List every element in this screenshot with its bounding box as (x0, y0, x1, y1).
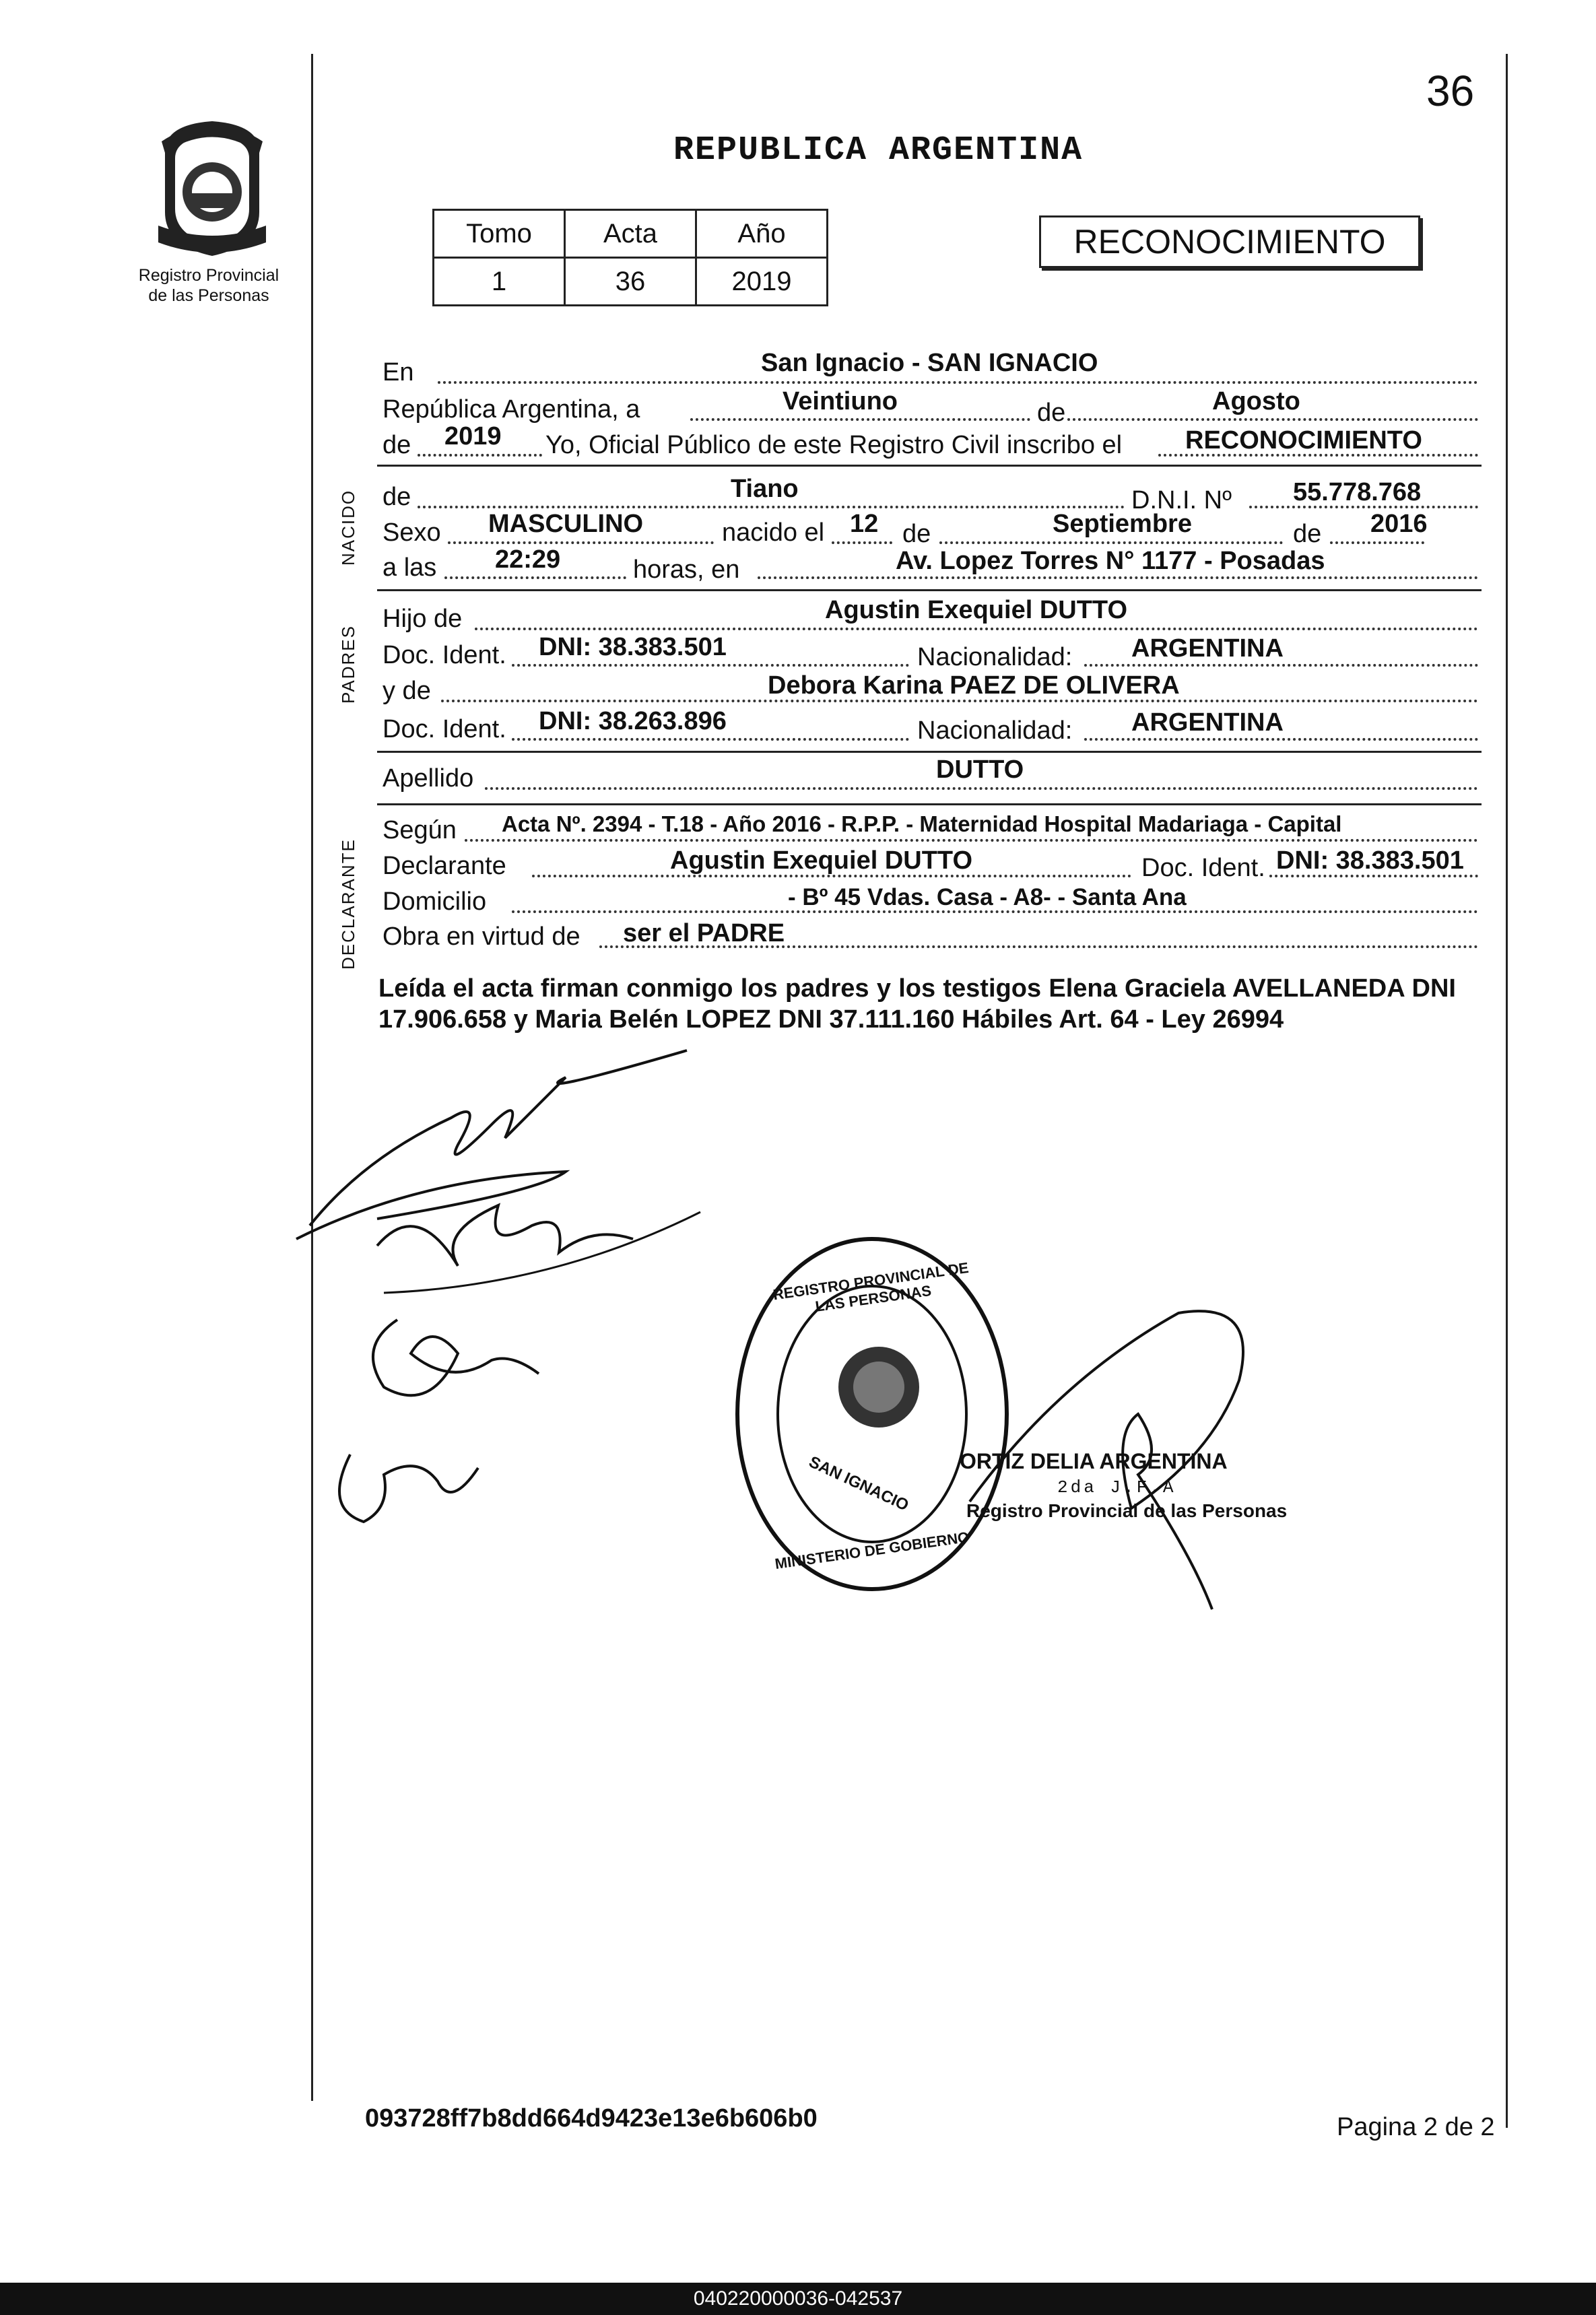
yde-label: y de (383, 677, 431, 705)
signatures (283, 1037, 754, 1562)
page-footer: Pagina 2 de 2 (1337, 2113, 1495, 2141)
doc3-label: Doc. Ident. (1141, 854, 1265, 882)
dotted-line (438, 378, 1478, 384)
logo-caption-1: Registro Provincial (138, 266, 279, 285)
table-header-anio: Año (696, 210, 828, 258)
obra-value: ser el PADRE (623, 919, 785, 947)
dni-value: 55.778.768 (1293, 478, 1422, 506)
sexo-label: Sexo (383, 518, 441, 547)
nacido-label: nacido el (722, 518, 825, 547)
side-label-nacido: NACIDO (338, 489, 358, 566)
padre-nac: ARGENTINA (1131, 634, 1284, 663)
nombre-value: Tiano (731, 475, 799, 503)
madre-value: Debora Karina PAEZ DE OLIVERA (768, 671, 1180, 700)
doc-label: Doc. Ident. (383, 641, 506, 669)
signature-3 (373, 1320, 539, 1395)
table-header-tomo: Tomo (434, 210, 565, 258)
dotted-line (418, 503, 1125, 508)
declarante-value: Agustin Exequiel DUTTO (670, 846, 973, 875)
side-label-padres: PADRES (338, 625, 358, 704)
obra-label: Obra en virtud de (383, 922, 580, 951)
signature-4 (339, 1454, 478, 1522)
nac-dia: 12 (850, 510, 879, 538)
apellido-label: Apellido (383, 764, 474, 793)
hash-code: 093728ff7b8dd664d9423e13e6b606b0 (365, 2104, 818, 2133)
dotted-line (465, 836, 1478, 842)
record-type-box (1039, 215, 1420, 268)
nac-label: Nacionalidad: (917, 643, 1073, 671)
stamp-center-text: SAN IGNACIO (806, 1452, 912, 1515)
republica-label: República Argentina, a (383, 395, 640, 424)
en-value: San Ignacio - SAN IGNACIO (761, 349, 1098, 377)
side-label-declarante: DECLARANTE (338, 838, 358, 970)
stamp-title-line: 2da J.F.A (1057, 1477, 1176, 1498)
signature-2 (377, 1205, 633, 1266)
dni-label: D.N.I. Nº (1131, 486, 1232, 514)
declarante-label: Declarante (383, 852, 506, 880)
logo-caption-2: de las Personas (148, 286, 269, 305)
anio-value: 2019 (444, 422, 502, 450)
lugar-value: Av. Lopez Torres N° 1177 - Posadas (896, 547, 1325, 575)
oficial-text: Yo, Oficial Público de este Registro Civil inscribo el (545, 431, 1123, 459)
mes-value: Agosto (1212, 387, 1300, 415)
province-seal-icon (145, 111, 279, 266)
dotted-line (832, 539, 892, 544)
dotted-line (939, 539, 1283, 544)
en-label: En (383, 358, 414, 387)
de4-label: de (902, 520, 931, 548)
section-divider-3 (377, 751, 1482, 753)
dotted-line (512, 735, 909, 741)
section-divider-4 (377, 803, 1482, 805)
de3-label: de (383, 483, 411, 511)
madre-nac: ARGENTINA (1131, 708, 1284, 737)
page-number: 36 (1426, 67, 1475, 115)
dotted-line (448, 539, 714, 544)
dotted-line (485, 784, 1478, 790)
horas-label: horas, en (633, 556, 740, 584)
padre-doc: DNI: 38.383.501 (539, 633, 727, 661)
stamp-signature (956, 1300, 1293, 1623)
table-value-tomo: 1 (434, 258, 565, 306)
bottom-bar-code: 040220000036-042537 (693, 2287, 903, 2310)
country-title: REPUBLICA ARGENTINA (673, 131, 1084, 170)
inscribo-value: RECONOCIMIENTO (1185, 426, 1422, 455)
stamp-ring-bottom: MINISTERIO DE GOBIERNO (774, 1528, 970, 1573)
stamp-office-line: Registro Provincial de las Personas (966, 1500, 1288, 1521)
de-label: de (1037, 399, 1066, 427)
de2-label: de (383, 431, 411, 459)
section-divider-2 (377, 589, 1482, 591)
section-divider-1 (377, 465, 1482, 467)
dotted-line (444, 574, 626, 579)
closing-paragraph: Leída el acta firman conmigo los padres y los testigos Elena Graciela AVELLANEDA DNI 17.906.658 y Maria Belén LOPEZ DNI 37.111.160 Hábiles Art. 64 - Ley 26994 (378, 974, 1456, 1034)
dotted-line (1330, 539, 1424, 544)
registry-logo (145, 111, 279, 266)
signature-1 (310, 1050, 687, 1226)
table-value-acta: 36 (565, 258, 696, 306)
dotted-line (1067, 415, 1478, 421)
domicilio-value: - Bº 45 Vdas. Casa - A8- - Santa Ana (788, 884, 1187, 910)
stamp-ring-text: REGISTRO PROVINCIAL DE LAS PERSONAS (772, 1259, 970, 1315)
de5-label: de (1293, 520, 1322, 548)
dotted-line (418, 451, 542, 457)
bottom-bar (0, 2283, 1596, 2315)
apellido-value: DUTTO (936, 756, 1024, 784)
stamp-name-line: ORTIZ DELIA ARGENTINA (960, 1449, 1228, 1473)
right-margin-line (1506, 54, 1508, 2128)
nac-anio: 2016 (1370, 510, 1428, 538)
hora-value: 22:29 (495, 545, 561, 574)
dotted-line (475, 625, 1478, 630)
declarante-doc: DNI: 38.383.501 (1276, 846, 1464, 875)
segun-value: Acta Nº. 2394 - T.18 - Año 2016 - R.P.P. - Maternidad Hospital Madariaga - Capital (502, 811, 1342, 836)
sexo-value: MASCULINO (488, 510, 644, 538)
doc2-label: Doc. Ident. (383, 715, 506, 743)
dia-value: Veintiuno (783, 387, 898, 415)
hijo-label: Hijo de (383, 605, 463, 633)
domicilio-label: Domicilio (383, 887, 487, 916)
alas-label: a las (383, 553, 437, 582)
table-value-anio: 2019 (696, 258, 828, 306)
padre-value: Agustin Exequiel DUTTO (825, 596, 1128, 624)
nac2-label: Nacionalidad: (917, 716, 1073, 745)
nac-mes: Septiembre (1053, 510, 1192, 538)
table-header-acta: Acta (565, 210, 696, 258)
record-table (432, 209, 828, 306)
record-type-label: RECONOCIMIENTO (1073, 223, 1386, 261)
dotted-line (512, 661, 909, 667)
dotted-line (690, 415, 1030, 421)
segun-label: Según (383, 816, 457, 844)
madre-doc: DNI: 38.263.896 (539, 707, 727, 735)
